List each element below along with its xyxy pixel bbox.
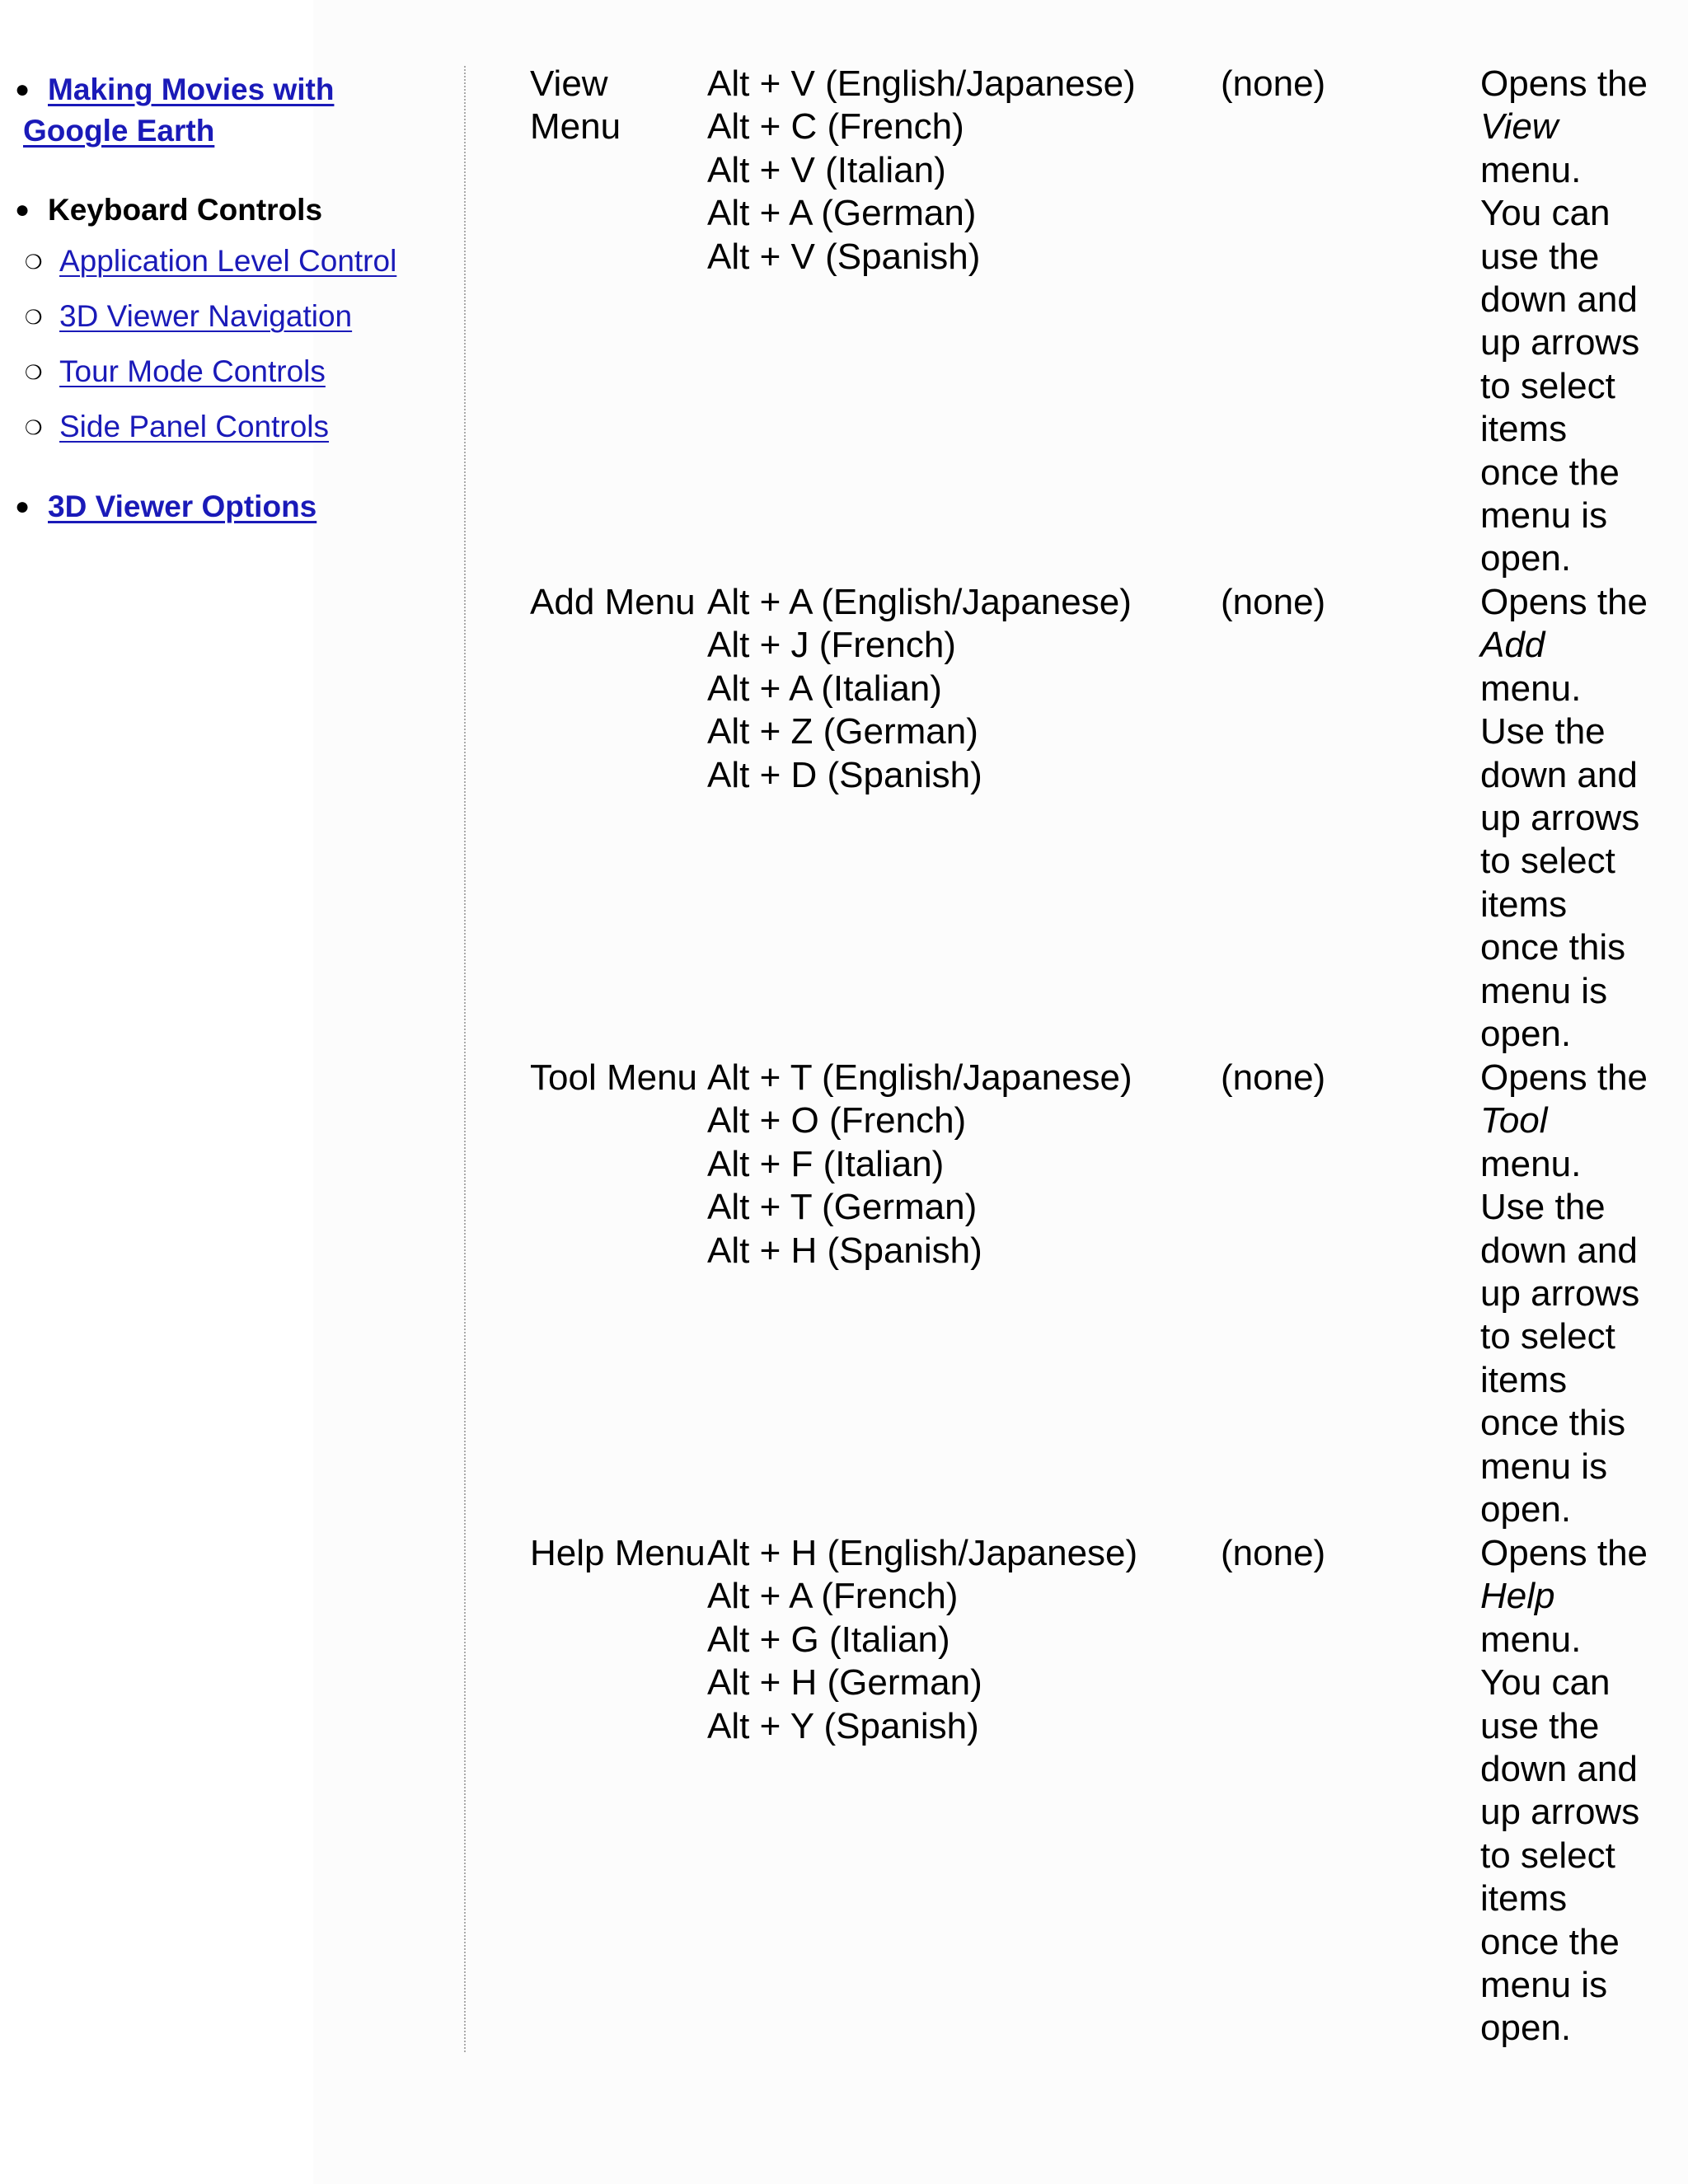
text-line: Alt + V (Italian) xyxy=(707,149,946,190)
description-line: once this xyxy=(1480,927,1626,968)
description-cell xyxy=(1480,1057,1686,1531)
description-line: You can xyxy=(1480,193,1611,234)
description-cell xyxy=(1480,1532,1686,2050)
description-line: items xyxy=(1480,409,1568,450)
text-line: Alt + A (Italian) xyxy=(707,668,942,709)
description-line: menu. xyxy=(1480,149,1582,190)
side-panel-controls-link[interactable]: Side Panel Controls xyxy=(59,410,330,443)
description-line: items xyxy=(1480,1878,1568,1919)
table-row xyxy=(530,1057,1684,1532)
text-line: Alt + F (Italian) xyxy=(707,1143,945,1184)
text-line: Alt + A (English/Japanese) xyxy=(707,582,1132,622)
text-line: Help Menu xyxy=(530,1533,706,1573)
circle-bullet-icon: ❍ xyxy=(25,307,43,329)
text-line: Alt + C (French) xyxy=(707,106,964,148)
text-line: Tool Menu xyxy=(530,1057,698,1098)
text-line: View xyxy=(530,63,608,104)
keyboard-controls-heading: Keyboard Controls xyxy=(48,193,323,227)
description-line: items xyxy=(1480,883,1568,925)
description-line: down and xyxy=(1480,1230,1638,1271)
tour-mode-controls-link[interactable]: Tour Mode Controls xyxy=(59,354,326,388)
text-line: Alt + D (Spanish) xyxy=(707,754,982,795)
making-movies-link-line1[interactable]: Making Movies with xyxy=(48,73,335,106)
description-line: up arrows xyxy=(1480,1273,1640,1315)
making-movies-link-line2[interactable]: Google Earth xyxy=(23,114,215,148)
description-line: menu is xyxy=(1480,495,1608,537)
text-line: Alt + H (German) xyxy=(707,1662,982,1704)
text-line: Alt + H (Spanish) xyxy=(707,1230,982,1271)
description-line: Add xyxy=(1480,625,1545,666)
menu-name-cell xyxy=(530,1057,707,1099)
text-line: Alt + H (English/Japanese) xyxy=(707,1533,1138,1573)
description-line: up arrows xyxy=(1480,798,1640,839)
text-line: Alt + Z (German) xyxy=(707,711,978,752)
menu-name-cell xyxy=(530,581,707,624)
shortcut-keys-cell xyxy=(707,1057,1202,1272)
description-line: menu is xyxy=(1480,970,1608,1011)
description-line: to select xyxy=(1480,1835,1615,1876)
description-line: use the xyxy=(1480,236,1600,277)
shortcut-table xyxy=(530,63,1684,2050)
description-line: up arrows xyxy=(1480,1792,1640,1833)
sidebar-item-keyboard-controls xyxy=(15,190,452,231)
text-line: Add Menu xyxy=(530,582,696,622)
3d-viewer-options-link[interactable]: 3D Viewer Options xyxy=(48,490,317,523)
description-line: menu. xyxy=(1480,1619,1582,1660)
text-line: Alt + V (Spanish) xyxy=(707,236,981,277)
application-level-control-link[interactable]: Application Level Control xyxy=(59,244,397,278)
alternate-keys-cell: (none) xyxy=(1221,63,1326,104)
description-line: Tool xyxy=(1480,1100,1548,1141)
description-line: You can xyxy=(1480,1662,1611,1704)
vertical-divider xyxy=(464,66,466,2052)
description-line: menu is xyxy=(1480,1446,1608,1487)
description-cell xyxy=(1480,63,1686,581)
3d-viewer-navigation-link[interactable]: 3D Viewer Navigation xyxy=(59,299,353,333)
table-row xyxy=(530,581,1684,1057)
description-line: Opens the xyxy=(1480,1533,1648,1573)
circle-bullet-icon: ❍ xyxy=(25,362,43,384)
description-line: down and xyxy=(1480,1749,1638,1790)
circle-bullet-icon: ❍ xyxy=(25,417,43,439)
text-line: Alt + T (German) xyxy=(707,1187,978,1228)
description-line: View xyxy=(1480,106,1559,148)
description-line: Use the xyxy=(1480,711,1606,752)
shortcut-keys-cell xyxy=(707,581,1202,797)
description-line: open. xyxy=(1480,2008,1572,2049)
description-line: menu. xyxy=(1480,1143,1582,1184)
text-line: Alt + Y (Spanish) xyxy=(707,1705,979,1746)
alternate-keys-cell: (none) xyxy=(1221,1057,1326,1098)
description-cell xyxy=(1480,581,1686,1056)
description-line: items xyxy=(1480,1359,1568,1400)
text-line: Menu xyxy=(530,106,621,148)
text-line: Alt + J (French) xyxy=(707,625,956,666)
description-line: to select xyxy=(1480,1316,1615,1357)
menu-name-cell xyxy=(530,1532,707,1575)
text-line: Alt + T (English/Japanese) xyxy=(707,1057,1132,1098)
description-line: Opens the xyxy=(1480,1057,1648,1098)
bullet-icon: ● xyxy=(15,196,30,223)
description-line: up arrows xyxy=(1480,322,1640,363)
description-line: Help xyxy=(1480,1576,1555,1617)
menu-name-cell xyxy=(530,63,707,149)
table-row xyxy=(530,1532,1684,2050)
description-line: menu is xyxy=(1480,1965,1608,2006)
text-line: Alt + A (French) xyxy=(707,1576,959,1617)
alternate-keys-cell: (none) xyxy=(1221,582,1326,622)
circle-bullet-icon: ❍ xyxy=(25,251,43,274)
bullet-icon: ● xyxy=(15,76,30,103)
description-line: down and xyxy=(1480,279,1638,321)
text-line: Alt + V (English/Japanese) xyxy=(707,63,1136,104)
description-line: open. xyxy=(1480,538,1572,579)
description-line: to select xyxy=(1480,841,1615,882)
shortcut-keys-cell xyxy=(707,63,1202,279)
description-line: open. xyxy=(1480,1014,1572,1055)
shortcut-keys-cell xyxy=(707,1532,1202,1748)
description-line: use the xyxy=(1480,1705,1600,1746)
table-row xyxy=(530,63,1684,581)
text-line: Alt + A (German) xyxy=(707,193,977,234)
text-line: Alt + O (French) xyxy=(707,1100,967,1141)
description-line: once the xyxy=(1480,1921,1620,1962)
sidebar-item-3d-viewer-options xyxy=(15,486,452,527)
description-line: once this xyxy=(1480,1403,1626,1444)
description-line: Opens the xyxy=(1480,63,1648,104)
description-line: open. xyxy=(1480,1489,1572,1530)
description-line: down and xyxy=(1480,754,1638,795)
description-line: once the xyxy=(1480,452,1620,493)
alternate-keys-cell: (none) xyxy=(1221,1533,1326,1573)
bullet-icon: ● xyxy=(15,493,30,520)
description-line: Use the xyxy=(1480,1187,1606,1228)
description-line: to select xyxy=(1480,365,1615,406)
description-line: menu. xyxy=(1480,668,1582,709)
sidebar-item-making-movies xyxy=(15,69,452,152)
description-line: Opens the xyxy=(1480,582,1648,622)
text-line: Alt + G (Italian) xyxy=(707,1619,950,1660)
